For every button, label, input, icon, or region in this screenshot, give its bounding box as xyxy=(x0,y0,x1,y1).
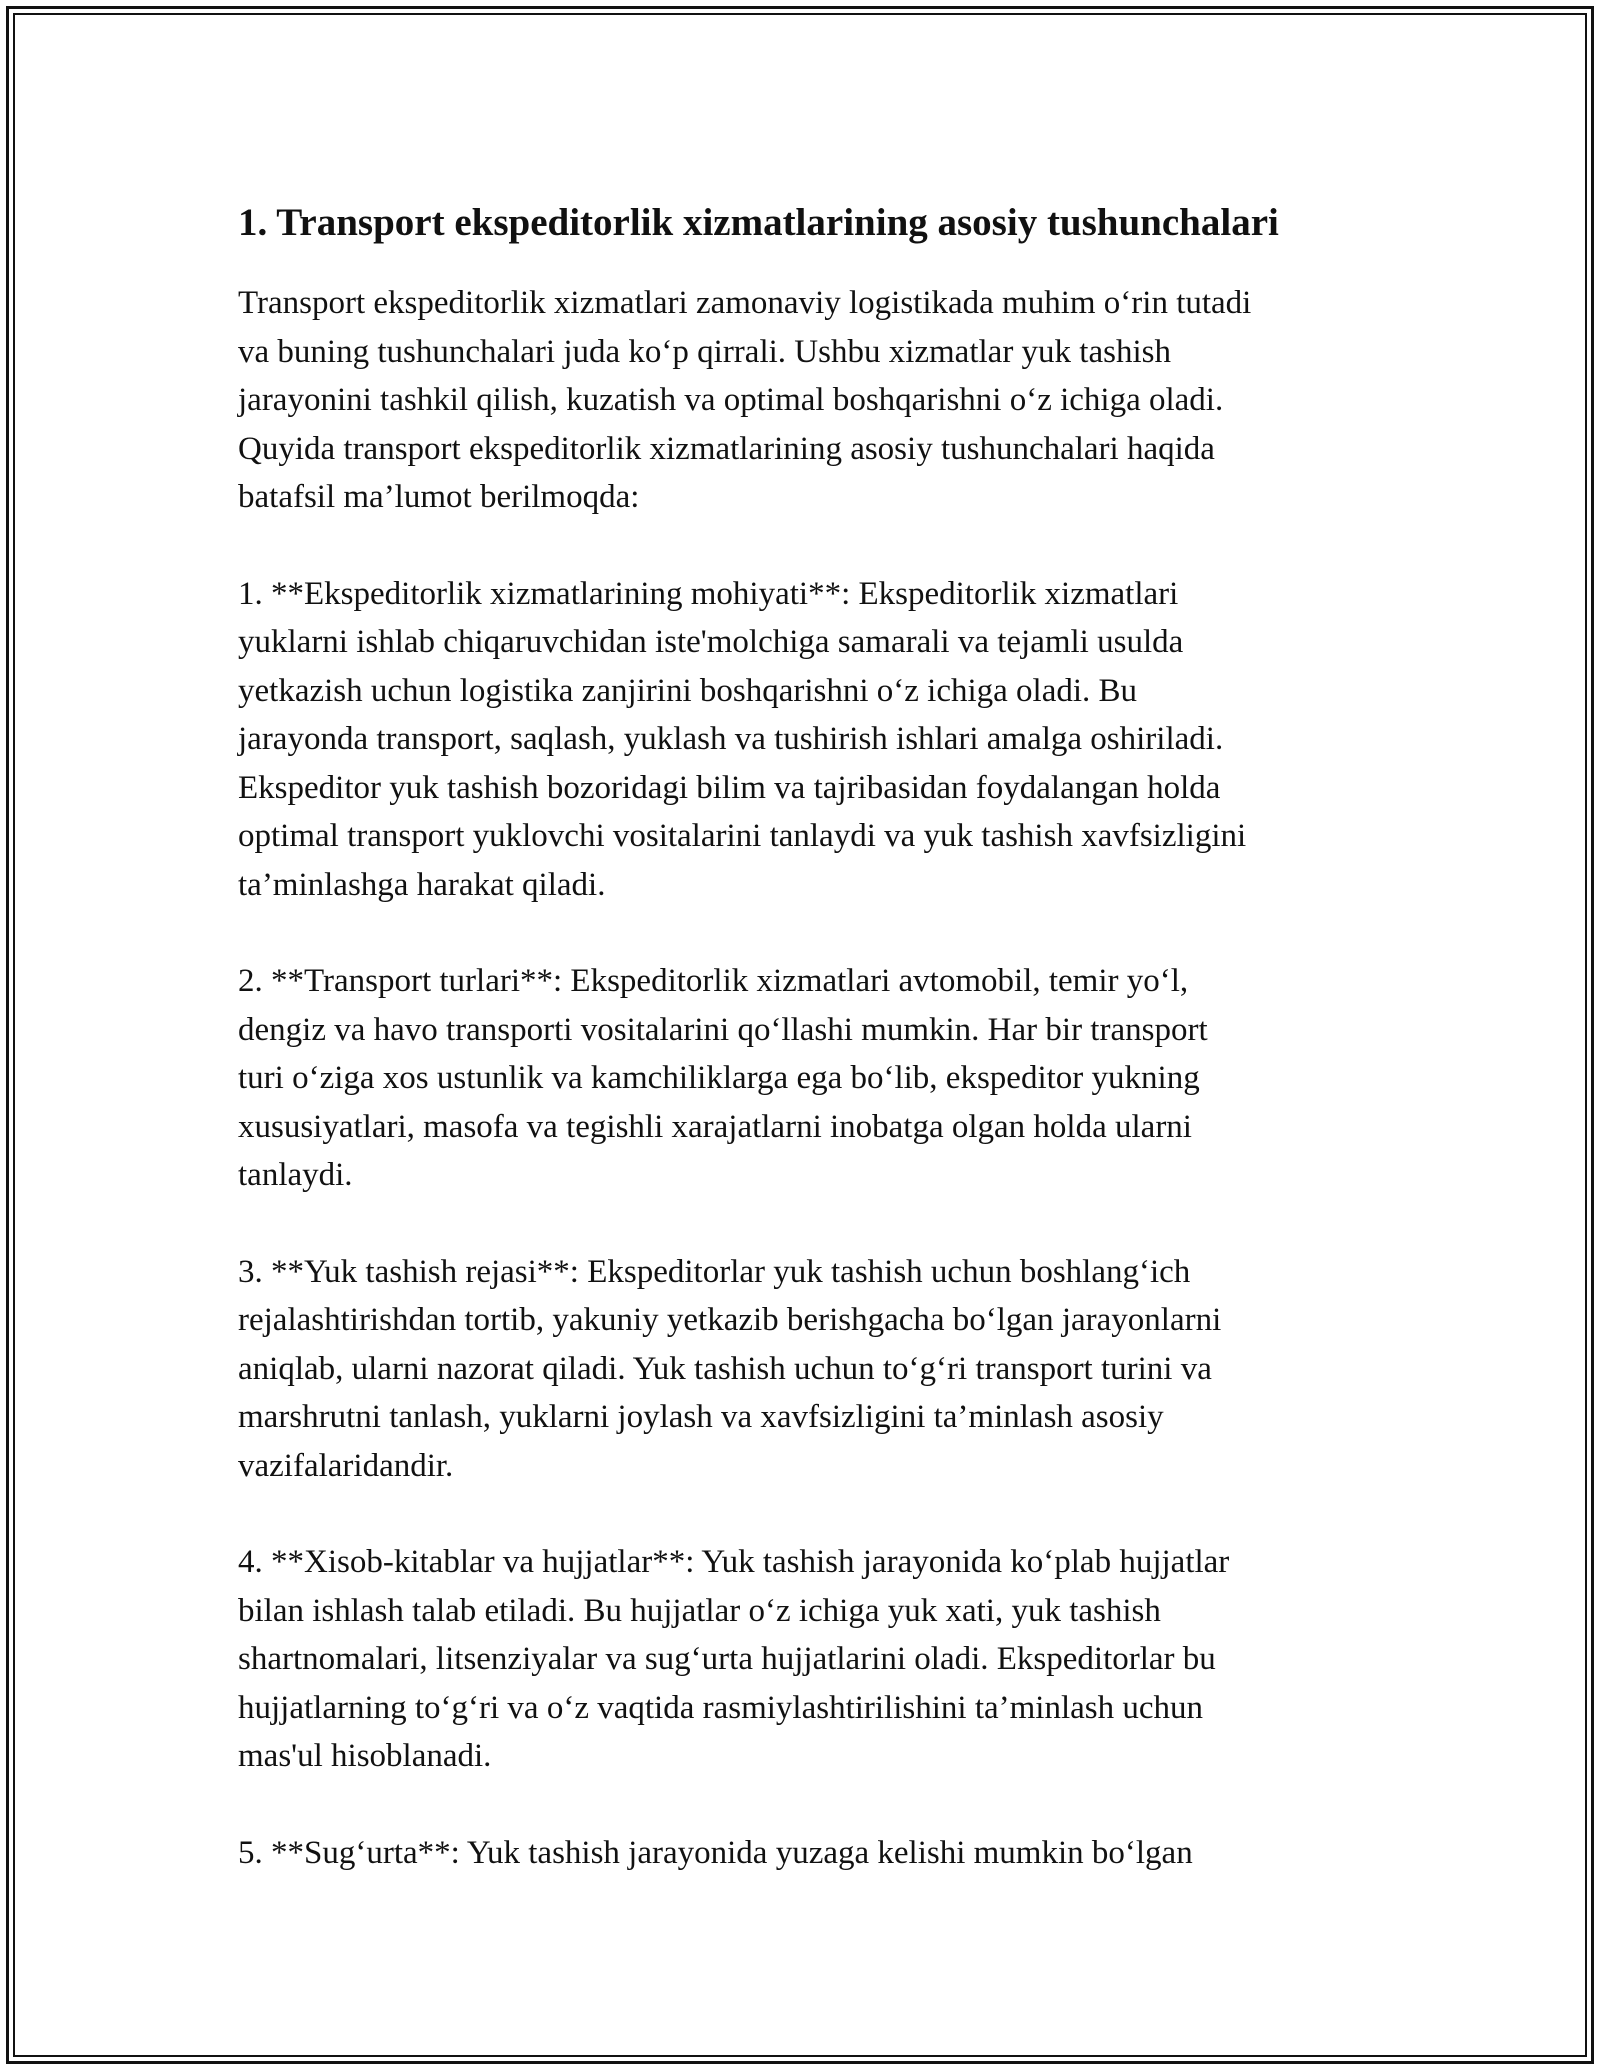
paragraph-list xyxy=(238,279,1398,1877)
paragraph-line: turi o‘ziga xos ustunlik va kamchiliklarga ega bo‘lib, ekspeditor yukning xyxy=(238,1060,1200,1096)
paragraph-line: shartnomalari, litsenziyalar va sug‘urta hujjatlarini oladi. Ekspeditorlar bu xyxy=(238,1641,1216,1677)
paragraph-line: 1. **Ekspeditorlik xizmatlarining mohiyati**: Ekspeditorlik xizmatlari xyxy=(238,575,1179,612)
paragraph-line: Quyida transport ekspeditorlik xizmatlarining asosiy tushunchalari haqida xyxy=(238,430,1215,467)
paragraph-line: rejalashtirishdan tortib, yakuniy yetkazib berishgacha bo‘lgan jarayonlarni xyxy=(238,1302,1222,1338)
paragraph-line: va buning tushunchalari juda ko‘p qirrali. Ushbu xizmatlar yuk tashish xyxy=(238,333,1171,370)
paragraph-line: ta’minlashga harakat qiladi. xyxy=(238,866,606,903)
paragraph-line: vazifalaridandir. xyxy=(238,1447,454,1484)
paragraph-line: jarayonini tashkil qilish, kuzatish va optimal boshqarishni o‘z ichiga oladi. xyxy=(238,382,1224,418)
paragraph xyxy=(238,1538,1398,1781)
paragraph xyxy=(238,279,1398,522)
paragraph-line: optimal transport yuklovchi vositalarini tanlaydi va yuk tashish xavfsizligini xyxy=(238,818,1247,854)
paragraph-line: 4. **Xisob-kitablar va hujjatlar**: Yuk tashish jarayonida ko‘plab hujjatlar xyxy=(238,1544,1230,1580)
paragraph-line: dengiz va havo transporti vositalarini qo‘llashi mumkin. Har bir transport xyxy=(238,1011,1208,1048)
paragraph-line: batafsil ma’lumot berilmoqda: xyxy=(238,479,640,515)
paragraph-line: Ekspeditor yuk tashish bozoridagi bilim va tajribasidan foydalangan holda xyxy=(238,769,1221,806)
paragraph-line: marshrutni tanlash, yuklarni joylash va xavfsizligini ta’minlash asosiy xyxy=(238,1399,1164,1435)
paragraph xyxy=(238,1248,1398,1491)
paragraph xyxy=(238,957,1398,1200)
paragraph-line: xususiyatlari, masofa va tegishli xarajatlarni inobatga olgan holda ularni xyxy=(238,1108,1192,1145)
paragraph-line: mas'ul hisoblanadi. xyxy=(238,1738,492,1774)
paragraph xyxy=(238,570,1398,910)
paragraph-line: jarayonda transport, saqlash, yuklash va tushirish ishlari amalga oshiriladi. xyxy=(238,721,1224,757)
paragraph-line: aniqlab, ularni nazorat qiladi. Yuk tashish uchun to‘g‘ri transport turini va xyxy=(238,1350,1212,1387)
paragraph-line: Transport ekspeditorlik xizmatlari zamonaviy logistikada muhim o‘rin tutadi xyxy=(238,285,1252,321)
paragraph xyxy=(238,1829,1398,1878)
document-title: 1. Transport ekspeditorlik xizmatlarining asosiy tushunchalari xyxy=(238,201,1279,244)
paragraph-line: hujjatlarning to‘g‘ri va o‘z vaqtida rasmiylashtirilishini ta’minlash uchun xyxy=(238,1689,1204,1726)
paragraph-line: tanlaydi. xyxy=(238,1157,353,1193)
paragraph-line: 2. **Transport turlari**: Ekspeditorlik xizmatlari avtomobil, temir yo‘l, xyxy=(238,963,1189,999)
document-page xyxy=(6,6,1594,2064)
document-content xyxy=(238,189,1398,1925)
paragraph-line: yetkazish uchun logistika zanjirini boshqarishni o‘z ichiga oladi. Bu xyxy=(238,672,1138,709)
paragraph-line: 5. **Sug‘urta**: Yuk tashish jarayonida yuzaga kelishi mumkin bo‘lgan xyxy=(238,1834,1193,1871)
paragraph-line: yuklarni ishlab chiqaruvchidan iste'molchiga samarali va tejamli usulda xyxy=(238,624,1184,660)
paragraph-line: bilan ishlash talab etiladi. Bu hujjatlar o‘z ichiga yuk xati, yuk tashish xyxy=(238,1592,1161,1629)
paragraph-line: 3. **Yuk tashish rejasi**: Ekspeditorlar yuk tashish uchun boshlang‘ich xyxy=(238,1253,1191,1290)
